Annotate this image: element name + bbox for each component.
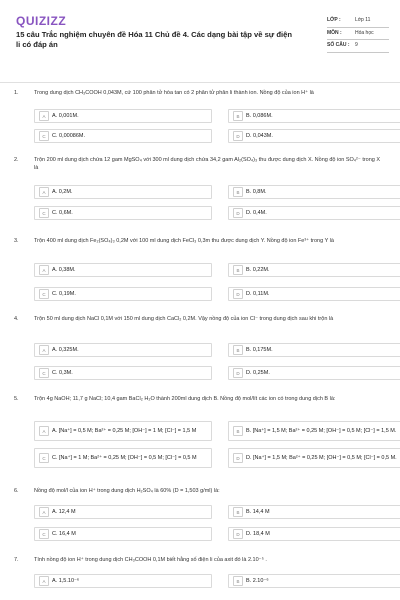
option-letter: A <box>39 345 49 355</box>
option-b[interactable] <box>228 343 400 357</box>
option-letter: C <box>39 453 49 463</box>
meta-count-row <box>327 40 389 53</box>
option-text: C. 0,6M. <box>52 209 73 216</box>
option-letter: B <box>233 265 243 275</box>
option-d[interactable] <box>228 448 400 468</box>
option-text: A. 0,325M. <box>52 346 79 353</box>
option-text: D. 0,25M. <box>246 369 270 376</box>
question-text: Nồng độ mol/l của ion H⁺ trong dung dịch H₂SO₄ là 60% (D = 1,503 g/ml) là: <box>34 488 220 494</box>
option-text: B. 0,175M. <box>246 346 273 353</box>
quizizz-logo: QUIZIZZ <box>16 14 67 28</box>
option-text: C. [Na⁺] = 1 M; Ba²⁺ = 0,25 M; [OH⁻] = 0,5 M; [Cl⁻] = 0,5 M <box>52 454 197 461</box>
option-text: D. 0,043M. <box>246 132 273 139</box>
option-text: B. [Na⁺] = 1,5 M; Ba²⁺ = 0,25 M; [OH⁻] = 0,5 M; [Cl⁻] = 1,5 M. <box>246 427 397 434</box>
option-letter: D <box>233 208 243 218</box>
worksheet-meta <box>327 15 389 53</box>
option-a[interactable] <box>34 343 212 357</box>
option-b[interactable] <box>228 263 400 277</box>
option-a[interactable] <box>34 421 212 441</box>
option-b[interactable] <box>228 109 400 123</box>
question-text: Trộn 200 ml dung dịch chứa 12 gam MgSO₄ với 300 ml dung dịch chứa 34,2 gam Al₂(SO₄)₃ thu được dung dịch X. Nồng độ ion SO₄²⁻ trong X là <box>34 157 381 171</box>
option-letter: D <box>233 289 243 299</box>
option-text: C. 0,19M. <box>52 290 76 297</box>
option-b[interactable] <box>228 185 400 199</box>
option-letter: D <box>233 131 243 141</box>
option-d[interactable] <box>228 287 400 301</box>
option-a[interactable] <box>34 109 212 123</box>
option-letter: B <box>233 345 243 355</box>
header-divider <box>0 82 400 83</box>
option-letter: A <box>39 111 49 121</box>
option-a[interactable] <box>34 263 212 277</box>
option-b[interactable] <box>228 421 400 441</box>
meta-subject-value: Hóa học <box>355 29 374 36</box>
option-letter: A <box>39 507 49 517</box>
meta-count-label: SỐ CÂU : <box>327 42 350 48</box>
question-number: 1. <box>14 90 19 96</box>
option-c[interactable] <box>34 129 212 143</box>
option-c[interactable] <box>34 366 212 380</box>
meta-class-value: Lớp 11 <box>355 17 371 23</box>
worksheet-title: 15 câu Trắc nghiệm chuyên đề Hóa 11 Chủ đề 4. Các dạng bài tập về sự điện li có đáp án <box>16 30 293 49</box>
option-text: B. 0,22M. <box>246 266 270 273</box>
option-text: A. 1,5.10⁻⁶ <box>52 577 80 584</box>
option-text: A. 0,2M. <box>52 188 73 195</box>
question-text: Tính nồng độ ion H⁺ trong dung dịch CH₃COOH 0,1M biết hằng số điện li của axit đó là 2.10⁻⁵ . <box>34 557 267 563</box>
question-number: 7. <box>14 557 19 563</box>
option-text: B. 14,4 M <box>246 508 270 515</box>
option-a[interactable] <box>34 574 212 588</box>
option-text: D. 0,4M. <box>246 209 267 216</box>
question-number: 2. <box>14 157 19 163</box>
option-text: B. 0,8M. <box>246 188 267 195</box>
option-text: A. 0,38M. <box>52 266 76 273</box>
option-letter: C <box>39 131 49 141</box>
question-text: Trộn 4g NaOH; 11,7 g NaCl; 10,4 gam BaCl₂ H₂O thành 200ml dung dịch B. Nồng độ mol/lít các ion có trong dung dịch B là: <box>34 396 336 402</box>
option-letter: C <box>39 529 49 539</box>
question-text: Trộn 400 ml dung dịch Fe₂(SO₄)₃ 0,2M với 100 ml dung dịch FeCl₃ 0,3m thu được dung dịch Y. Nồng độ ion Fe³⁺ trong Y là <box>34 238 334 244</box>
option-letter: B <box>233 426 243 436</box>
option-c[interactable] <box>34 448 212 468</box>
option-c[interactable] <box>34 206 212 220</box>
option-b[interactable] <box>228 574 400 588</box>
option-text: A. 12,4 M <box>52 508 76 515</box>
option-letter: C <box>39 208 49 218</box>
option-text: B. 0,086M. <box>246 112 273 119</box>
question-text: Trộn 50 ml dung dịch NaCl 0,1M với 150 ml dung dịch CaCl₂ 0,2M. Vậy nồng độ của ion Cl⁻ trong dung dịch sau khi trộn là <box>34 316 334 322</box>
option-text: A. 0,001M. <box>52 112 79 119</box>
option-letter: D <box>233 453 243 463</box>
option-letter: D <box>233 529 243 539</box>
question-number: 6. <box>14 488 19 494</box>
question-number: 3. <box>14 238 19 244</box>
option-text: C. 0,3M. <box>52 369 73 376</box>
option-text: B. 2.10⁻⁶ <box>246 577 269 584</box>
meta-class-row <box>327 15 389 28</box>
option-c[interactable] <box>34 527 212 541</box>
option-text: A. [Na⁺] = 0,5 M; Ba²⁺ = 0,25 M; [OH⁻] = 1 M; [Cl⁻] = 1,5 M <box>52 427 197 434</box>
option-c[interactable] <box>34 287 212 301</box>
option-letter: B <box>233 576 243 586</box>
question-text: Trong dung dịch CH₃COOH 0,043M, cứ 100 phân tử hòa tan có 2 phân tử phân li thành ion. Nồng độ của ion H⁺ là <box>34 90 314 96</box>
option-text: D. 18,4 M <box>246 530 270 537</box>
option-letter: C <box>39 289 49 299</box>
option-d[interactable] <box>228 206 400 220</box>
option-text: D. [Na⁺] = 1,5 M; Ba²⁺ = 0,25 M; [OH⁻] = 0,5 M; [Cl⁻] = 0,5 M. <box>246 454 397 461</box>
meta-subject-label: MÔN : <box>327 29 342 36</box>
option-text: C. 16,4 M <box>52 530 76 537</box>
option-d[interactable] <box>228 366 400 380</box>
option-d[interactable] <box>228 527 400 541</box>
option-letter: A <box>39 187 49 197</box>
option-letter: A <box>39 576 49 586</box>
option-d[interactable] <box>228 129 400 143</box>
option-letter: A <box>39 426 49 436</box>
meta-class-label: LỚP : <box>327 17 341 23</box>
meta-subject-row <box>327 28 389 41</box>
option-letter: B <box>233 507 243 517</box>
option-a[interactable] <box>34 505 212 519</box>
option-b[interactable] <box>228 505 400 519</box>
option-a[interactable] <box>34 185 212 199</box>
meta-count-value: 9 <box>355 42 358 48</box>
option-text: D. 0,11M. <box>246 290 270 297</box>
option-letter: D <box>233 368 243 378</box>
option-letter: A <box>39 265 49 275</box>
question-number: 4. <box>14 316 19 322</box>
option-letter: B <box>233 111 243 121</box>
option-text: C. 0,00086M. <box>52 132 86 139</box>
question-number: 5. <box>14 396 19 402</box>
option-letter: B <box>233 187 243 197</box>
option-letter: C <box>39 368 49 378</box>
